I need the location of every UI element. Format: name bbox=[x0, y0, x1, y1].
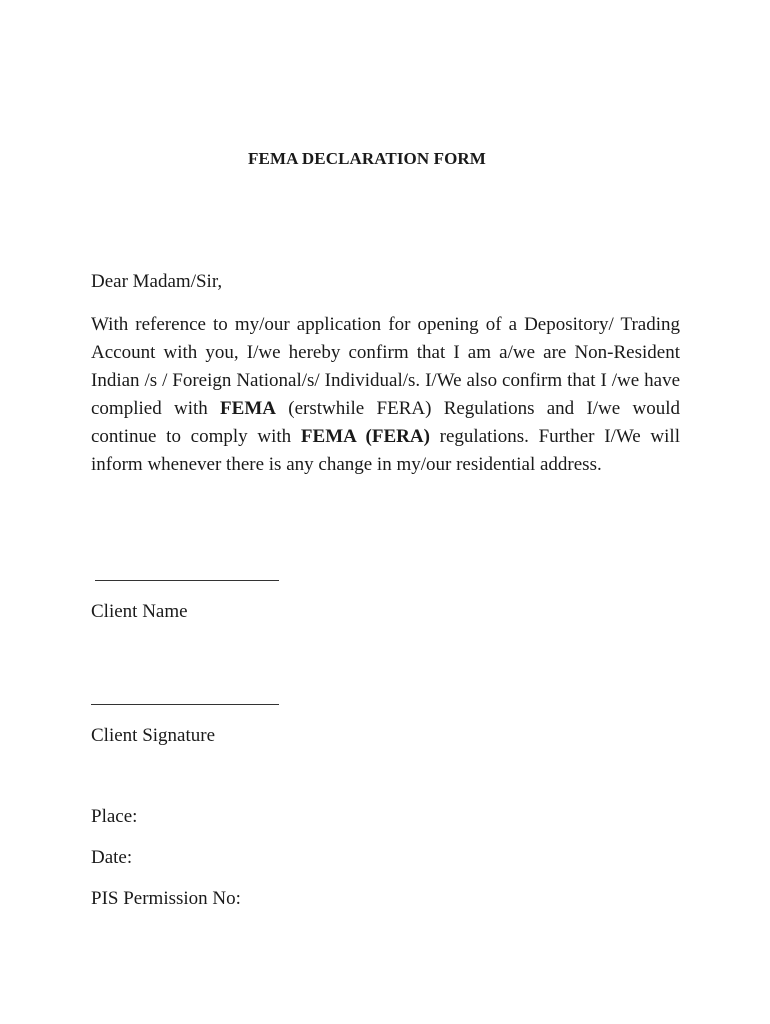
client-name-label: Client Name bbox=[91, 601, 188, 622]
declaration-paragraph bbox=[91, 311, 680, 479]
date-label: Date: bbox=[91, 847, 133, 868]
paragraph-part-3: regulations. Further I/We will inform whenever there is any change in my/our residential address. bbox=[91, 426, 680, 475]
client-signature-label: Client Signature bbox=[91, 725, 216, 746]
salutation: Dear Madam/Sir, bbox=[91, 271, 223, 292]
pis-permission-label: PIS Permission No: bbox=[91, 888, 241, 909]
page-title: FEMA DECLARATION FORM bbox=[248, 149, 486, 168]
paragraph-part-2: (erstwhile FERA) Regulations and I/we would continue to comply with bbox=[91, 398, 680, 447]
paragraph-bold-fema-fera: FEMA (FERA) bbox=[300, 426, 430, 447]
client-signature-line[interactable] bbox=[91, 704, 279, 705]
client-name-line[interactable] bbox=[95, 580, 279, 581]
paragraph-bold-fema: FEMA bbox=[220, 398, 276, 419]
paragraph-part-1: With reference to my/our application for opening of a Depository/ Trading Account with you, I/we hereby confirm that I am a/we are Non-Resident Indian /s / Foreign National/s/ Individual/s. I/We also confirm that I /we have complied with bbox=[91, 314, 680, 419]
place-label: Place: bbox=[91, 806, 138, 827]
